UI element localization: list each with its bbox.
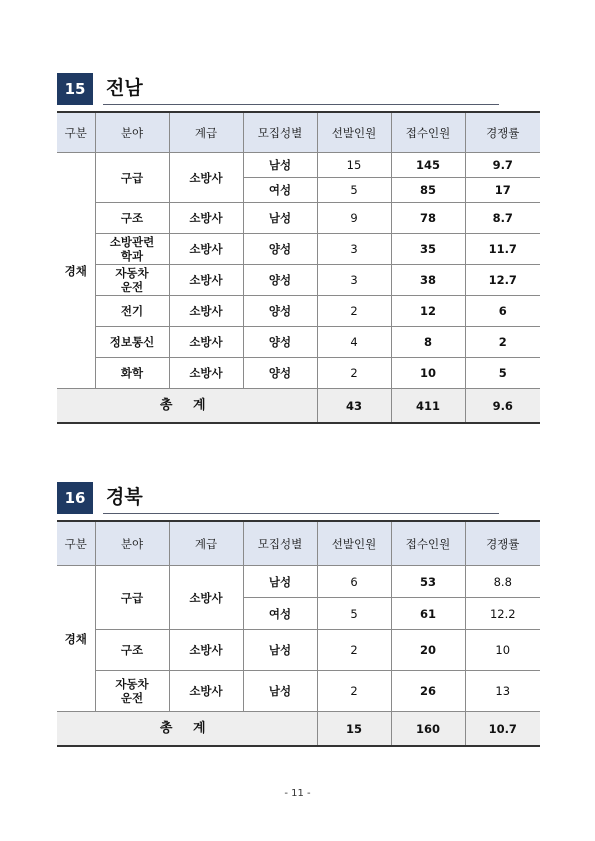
table-header-row (57, 521, 540, 566)
total-row (57, 712, 540, 747)
total-applied: 411 (391, 389, 465, 424)
field-cell: 구급 (95, 153, 169, 203)
table-row (57, 566, 540, 598)
section-region-title: 전남 (106, 77, 143, 99)
rank-cell: 소방사 (169, 153, 243, 203)
header-field: 분야 (95, 521, 169, 566)
header-rank: 계급 (169, 112, 243, 153)
selected-cell: 5 (317, 598, 391, 630)
ratio-cell: 5 (465, 358, 540, 389)
selected-cell: 3 (317, 234, 391, 265)
table-row (57, 153, 540, 178)
rank-cell: 소방사 (169, 234, 243, 265)
total-selected: 15 (317, 712, 391, 747)
gender-cell: 남성 (243, 630, 317, 671)
table-row (57, 358, 540, 389)
header-ratio: 경쟁률 (465, 112, 540, 153)
ratio-cell: 12.2 (465, 598, 540, 630)
rank-cell: 소방사 (169, 203, 243, 234)
selected-cell: 3 (317, 265, 391, 296)
table-row (57, 327, 540, 358)
header-gender: 모집성별 (243, 112, 317, 153)
selected-cell: 9 (317, 203, 391, 234)
applied-cell: 20 (391, 630, 465, 671)
gender-cell: 남성 (243, 153, 317, 178)
ratio-cell: 9.7 (465, 153, 540, 178)
selected-cell: 2 (317, 358, 391, 389)
applied-cell: 12 (391, 296, 465, 327)
field-cell: 화학 (95, 358, 169, 389)
section-header (57, 73, 540, 105)
applied-cell: 10 (391, 358, 465, 389)
rank-cell: 소방사 (169, 566, 243, 630)
applied-cell: 61 (391, 598, 465, 630)
total-row (57, 389, 540, 424)
rank-cell: 소방사 (169, 265, 243, 296)
section-number-badge: 15 (57, 73, 93, 105)
selected-cell: 5 (317, 178, 391, 203)
applied-cell: 78 (391, 203, 465, 234)
field-cell: 구조 (95, 203, 169, 234)
section-header (57, 482, 540, 514)
field-cell: 소방관련 학과 (95, 234, 169, 265)
gender-cell: 남성 (243, 566, 317, 598)
selected-cell: 2 (317, 630, 391, 671)
table-row (57, 265, 540, 296)
header-category: 구분 (57, 112, 95, 153)
applied-cell: 38 (391, 265, 465, 296)
ratio-cell: 6 (465, 296, 540, 327)
field-cell: 정보통신 (95, 327, 169, 358)
gender-cell: 양성 (243, 234, 317, 265)
header-selected: 선발인원 (317, 521, 391, 566)
applied-cell: 35 (391, 234, 465, 265)
ratio-cell: 11.7 (465, 234, 540, 265)
gender-cell: 양성 (243, 358, 317, 389)
header-selected: 선발인원 (317, 112, 391, 153)
header-category: 구분 (57, 521, 95, 566)
applied-cell: 26 (391, 671, 465, 712)
ratio-cell: 8.7 (465, 203, 540, 234)
section-jeonnam (57, 73, 540, 413)
field-cell: 자동차 운전 (95, 265, 169, 296)
ratio-cell: 12.7 (465, 265, 540, 296)
section-gyeongbuk (57, 482, 540, 736)
selected-cell: 2 (317, 671, 391, 712)
rank-cell: 소방사 (169, 630, 243, 671)
gender-cell: 남성 (243, 203, 317, 234)
rank-cell: 소방사 (169, 671, 243, 712)
header-underline (103, 104, 499, 105)
ratio-cell: 17 (465, 178, 540, 203)
field-cell: 자동차 운전 (95, 671, 169, 712)
header-applied: 접수인원 (391, 521, 465, 566)
selected-cell: 4 (317, 327, 391, 358)
table-row (57, 234, 540, 265)
header-ratio: 경쟁률 (465, 521, 540, 566)
table-row (57, 630, 540, 671)
selected-cell: 2 (317, 296, 391, 327)
gender-cell: 여성 (243, 178, 317, 203)
page-number: - 11 - (284, 788, 311, 799)
recruitment-table (57, 520, 540, 747)
table-header-row (57, 112, 540, 153)
gender-cell: 양성 (243, 327, 317, 358)
rank-cell: 소방사 (169, 327, 243, 358)
rank-cell: 소방사 (169, 296, 243, 327)
field-cell: 구급 (95, 566, 169, 630)
gender-cell: 남성 (243, 671, 317, 712)
table-row (57, 296, 540, 327)
gender-cell: 양성 (243, 265, 317, 296)
header-rank: 계급 (169, 521, 243, 566)
field-cell: 전기 (95, 296, 169, 327)
section-region-title: 경북 (106, 486, 143, 508)
category-cell: 경채 (57, 153, 95, 389)
total-applied: 160 (391, 712, 465, 747)
applied-cell: 8 (391, 327, 465, 358)
table-row (57, 203, 540, 234)
rank-cell: 소방사 (169, 358, 243, 389)
total-label: 총 계 (57, 712, 317, 747)
section-number-badge: 16 (57, 482, 93, 514)
total-ratio: 10.7 (465, 712, 540, 747)
total-selected: 43 (317, 389, 391, 424)
applied-cell: 85 (391, 178, 465, 203)
header-applied: 접수인원 (391, 112, 465, 153)
header-underline (103, 513, 499, 514)
total-label: 총 계 (57, 389, 317, 424)
gender-cell: 양성 (243, 296, 317, 327)
ratio-cell: 10 (465, 630, 540, 671)
applied-cell: 145 (391, 153, 465, 178)
ratio-cell: 13 (465, 671, 540, 712)
table-row (57, 671, 540, 712)
header-gender: 모집성별 (243, 521, 317, 566)
ratio-cell: 2 (465, 327, 540, 358)
applied-cell: 53 (391, 566, 465, 598)
header-field: 분야 (95, 112, 169, 153)
field-cell: 구조 (95, 630, 169, 671)
recruitment-table (57, 111, 540, 424)
total-ratio: 9.6 (465, 389, 540, 424)
ratio-cell: 8.8 (465, 566, 540, 598)
selected-cell: 15 (317, 153, 391, 178)
selected-cell: 6 (317, 566, 391, 598)
gender-cell: 여성 (243, 598, 317, 630)
category-cell: 경채 (57, 566, 95, 712)
